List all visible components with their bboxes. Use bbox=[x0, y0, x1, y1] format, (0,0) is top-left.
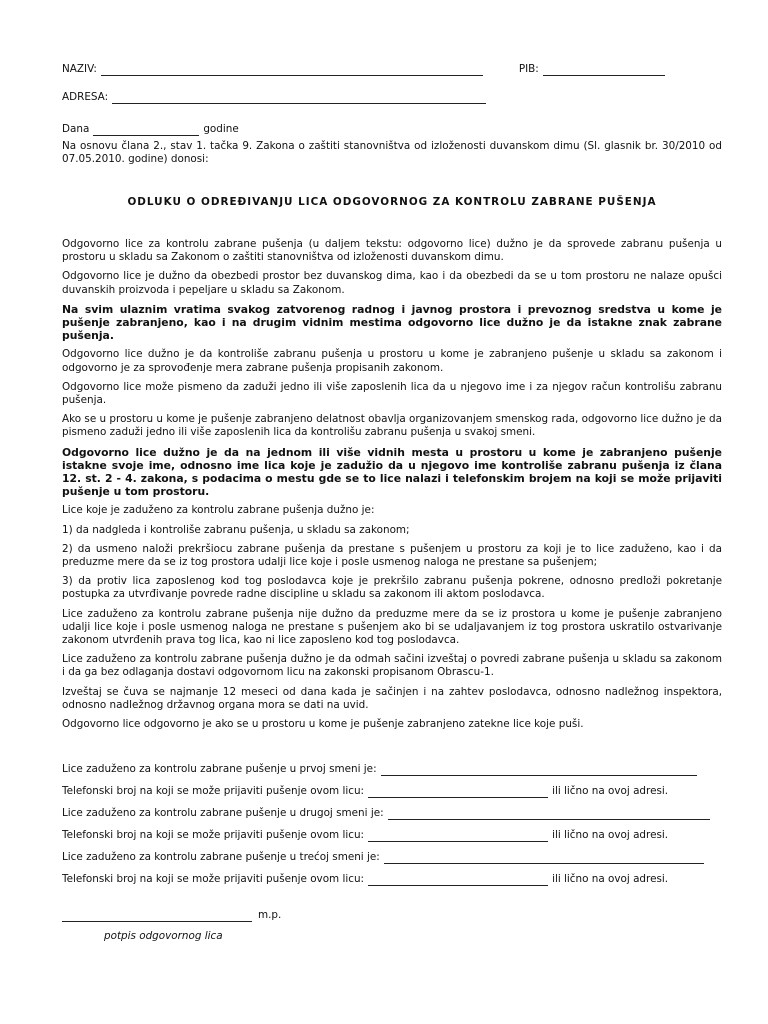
adresa-row bbox=[62, 90, 722, 104]
shift-1-field[interactable] bbox=[381, 764, 697, 776]
paragraph: Lice koje je zaduženo za kontrolu zabrane pušenja dužno je: bbox=[62, 504, 375, 517]
intro-text: Na osnovu člana 2., stav 1. tačka 9. Zakona o zaštiti stanovništva od izloženosti duvanskom dimu (Sl. glasnik br. 30/2010 od 07.05.2010. godine) donosi: bbox=[62, 140, 722, 166]
phone-1-row bbox=[62, 784, 722, 798]
naziv-field[interactable] bbox=[101, 64, 483, 76]
shift-contacts bbox=[62, 762, 722, 894]
paragraph: Lice zaduženo za kontrolu zabrane pušenja dužno je da odmah sačini izveštaj o povredi zabrane pušenja u skladu sa zakonom i da ga bez odlaganja dostavi odgovornom licu na zakonski propisanom Obrascu-1. bbox=[62, 653, 722, 679]
body-text bbox=[62, 238, 722, 731]
paragraph-bold: Na svim ulaznim vratima svakog zatvorenog radnog i javnog prostora i prevoznog sredstva u kome je pušenje zabranjeno, kao i na drugim vidnim mestima odgovorno lice dužno je da istakne znak zabrane pušenja. bbox=[62, 302, 722, 343]
paragraph: Izveštaj se čuva se najmanje 12 meseci od dana kada je sačinjen i na zahtev poslodavca, odnosno nadležnog inspektora, odnosno nadležnog državnog organa mora se dati na uvid. bbox=[62, 685, 722, 711]
paragraph: Odgovorno lice odgovorno je ako se u prostoru u kome je pušenje zabranjeno zatekne lice koje puši. bbox=[62, 718, 584, 731]
list-item: 2) da usmeno naloži prekršiocu zabrane pušenja da prestane s pušenjem u prostoru za koji je to lice zaduženo, kao i da preduzme mere da se iz tog prostora udalji lice koje i posle usmenog naloga ne prestane sa pušenjem; bbox=[62, 542, 722, 569]
shift-3-field[interactable] bbox=[384, 852, 704, 864]
adresa-label: ADRESA: bbox=[62, 90, 109, 103]
mp-label: m.p. bbox=[258, 908, 282, 921]
shift-2-row bbox=[62, 806, 722, 820]
paragraph: Ako se u prostoru u kome je pušenje zabranjeno delatnost obavlja organizovanjem smenskog rada, odgovorno lice dužno je da pismeno zaduži jedno ili više zaposlenih lica da kontrolišu zabranu pušenja u svakoj smeni. bbox=[62, 413, 722, 439]
shift-1-row bbox=[62, 762, 722, 776]
paragraph: Odgovorno lice je dužno da obezbedi prostor bez duvanskog dima, kao i da obezbedi da se u tom prostoru ne nalaze opušci duvanskih proizvoda i pepeljare u skladu sa Zakonom. bbox=[62, 270, 722, 296]
phone-3-row bbox=[62, 872, 722, 886]
phone-1-field[interactable] bbox=[368, 786, 548, 798]
phone-2-field[interactable] bbox=[368, 830, 548, 842]
signature-row bbox=[62, 908, 462, 922]
paragraph: Odgovorno lice dužno je da kontroliše zabranu pušenja u prostoru u kome je zabranjeno pušenje u skladu sa zakonom i odgovorno je za sprovođenje mera zabrane pušenja propisanih zakonom. bbox=[62, 348, 722, 374]
pib-field[interactable] bbox=[543, 64, 665, 76]
phone-2-row bbox=[62, 828, 722, 842]
phone-3-field[interactable] bbox=[368, 874, 548, 886]
shift-3-row bbox=[62, 850, 722, 864]
godine-label: godine bbox=[203, 122, 239, 135]
fill-label: Lice zaduženo za kontrolu zabrane pušenje u drugoj smeni je: bbox=[62, 806, 384, 819]
dana-field[interactable] bbox=[93, 124, 199, 136]
naziv-row bbox=[62, 62, 722, 76]
fill-suffix: ili lično na ovoj adresi. bbox=[552, 872, 669, 885]
fill-suffix: ili lično na ovoj adresi. bbox=[552, 784, 669, 797]
paragraph: Lice zaduženo za kontrolu zabrane pušenja nije dužno da preduzme mere da se iz prostora u kome je pušenje zabranjeno udalji lice koje i posle usmenog naloga ne prestane s pušenjem ako bi se udaljavanjem iz tog prostora uskratilo ostvarivanje zakonom utvrđenih prava tog lica, kao ni lice zaposleno kod tog poslodavca. bbox=[62, 607, 722, 647]
paragraph-bold: Odgovorno lice dužno je da na jednom ili više vidnih mesta u prostoru u kome je zabranjeno pušenje istakne svoje ime, odnosno ime lica koje je zadužio da u njegovo ime kontroliše zabranu pušenja iz člana 12. st. 2 - 4. zakona, s podacima o mestu gde se to lice nalazi i telefonskim brojem na koji se može prijaviti pušenje u tom prostoru. bbox=[62, 445, 722, 499]
list-item: 3) da protiv lica zaposlenog kod tog poslodavca koje je prekršilo zabranu pušenja pokrene, odnosno predloži pokretanje postupka za utvrđivanje povrede radne discipline u skladu sa zakonom ili aktom poslodavca. bbox=[62, 575, 722, 601]
fill-label: Telefonski broj na koji se može prijaviti pušenje ovom licu: bbox=[62, 828, 365, 841]
shift-2-field[interactable] bbox=[388, 808, 710, 820]
adresa-field[interactable] bbox=[112, 92, 486, 104]
fill-label: Lice zaduženo za kontrolu zabrane pušenje u trećoj smeni je: bbox=[62, 850, 380, 863]
fill-suffix: ili lično na ovoj adresi. bbox=[552, 828, 669, 841]
fill-label: Telefonski broj na koji se može prijaviti pušenje ovom licu: bbox=[62, 872, 365, 885]
paragraph: Odgovorno lice za kontrolu zabrane pušenja (u daljem tekstu: odgovorno lice) dužno je da sprovede zabranu pušenja u prostoru u skladu sa Zakonom o zaštiti stanovništva od izloženosti duvanskom dimu. bbox=[62, 238, 722, 264]
paragraph: Odgovorno lice može pismeno da zaduži jedno ili više zaposlenih lica da u njegovo ime i za njegov račun kontrolišu zabranu pušenja. bbox=[62, 380, 722, 407]
signature-field[interactable] bbox=[62, 910, 252, 922]
fill-label: Telefonski broj na koji se može prijaviti pušenje ovom licu: bbox=[62, 784, 365, 797]
naziv-label: NAZIV: bbox=[62, 62, 97, 75]
signature-caption: potpis odgovornog lica bbox=[104, 930, 223, 942]
list-item: 1) da nadgleda i kontroliše zabranu pušenja, u skladu sa zakonom; bbox=[62, 523, 410, 536]
fill-label: Lice zaduženo za kontrolu zabrane pušenje u prvoj smeni je: bbox=[62, 762, 377, 775]
pib-label: PIB: bbox=[518, 62, 539, 75]
dana-row bbox=[62, 122, 722, 136]
document-title: ODLUKU O ODREĐIVANJU LICA ODGOVORNOG ZA KONTROLU ZABRANE PUŠENJA bbox=[127, 196, 657, 208]
dana-label: Dana bbox=[62, 122, 90, 135]
